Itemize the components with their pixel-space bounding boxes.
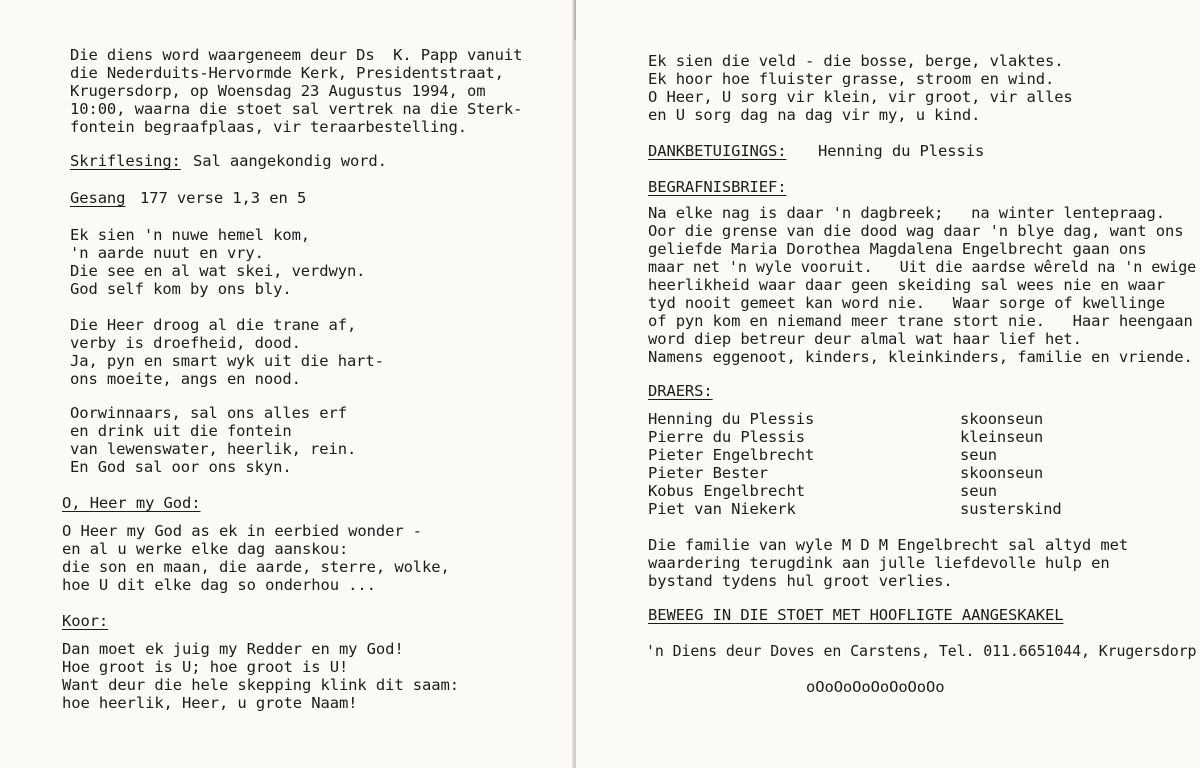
begrafnisbrief-line: word diep betreur deur almal wat haar lief het. — [648, 330, 1082, 348]
draer-relation: seun — [960, 446, 997, 464]
draer-name: Piet van Niekerk — [648, 500, 796, 518]
verse-line: O Heer, U sorg vir klein, vir groot, vir alles — [648, 88, 1073, 106]
verse-line: en U sorg dag na dag vir my, u kind. — [648, 106, 981, 124]
draer-relation: skoonseun — [960, 464, 1044, 482]
begrafnisbrief-label: BEGRAFNISBRIEF: — [648, 178, 787, 196]
begrafnisbrief-line: Namens eggenoot, kinders, kleinkinders, familie en vriende. — [648, 348, 1193, 366]
ornament-line: oOoOoOoOoOoOoOo — [806, 678, 945, 696]
verse-line: Ek sien 'n nuwe hemel kom, — [70, 226, 311, 244]
verse-line: God self kom by ons bly. — [70, 280, 292, 298]
verse-line: Oorwinnaars, sal ons alles erf — [70, 404, 347, 422]
familie-line: waardering terugdink aan julle liefdevolle hulp en — [648, 554, 1110, 572]
verse-line: Ek hoor hoe fluister grasse, stroom en wind. — [648, 70, 1055, 88]
intro-line: die Nederduits-Hervormde Kerk, Presidentstraat, — [70, 64, 504, 82]
verse-line: ons moeite, angs en nood. — [70, 370, 301, 388]
verse-line: 'n aarde nuut en vry. — [70, 244, 264, 262]
koor-line: Want deur die hele skepping klink dit saam: — [62, 676, 459, 694]
right-page — [576, 0, 1200, 768]
draer-relation: skoonseun — [960, 410, 1044, 428]
draer-relation: seun — [960, 482, 997, 500]
begrafnisbrief-line: tyd nooit gemeet kan word nie. Waar sorge of kwellinge — [648, 294, 1165, 312]
begrafnisbrief-line: geliefde Maria Dorothea Magdalena Engelbrecht gaan ons — [648, 240, 1147, 258]
verse-line: van lewenswater, heerlik, rein. — [70, 440, 357, 458]
koor-label: Koor: — [62, 612, 109, 630]
draer-name: Pierre du Plessis — [648, 428, 805, 446]
dankbetuigings-label: DANKBETUIGINGS: — [648, 142, 787, 160]
heer-line: hoe U dit elke dag so onderhou ... — [62, 576, 376, 594]
verse-line: Ja, pyn en smart wyk uit die hart- — [70, 352, 384, 370]
heer-line: die son en maan, die aarde, sterre, wolke, — [62, 558, 450, 576]
gesang-label: Gesang — [70, 189, 126, 207]
draers-label: DRAERS: — [648, 382, 713, 400]
koor-line: Hoe groot is U; hoe groot is U! — [62, 658, 349, 676]
left-page — [0, 0, 576, 768]
draer-name: Pieter Engelbrecht — [648, 446, 815, 464]
verse-line: verby is droefheid, dood. — [70, 334, 301, 352]
familie-line: bystand tydens hul groot verlies. — [648, 572, 953, 590]
heer-label: O, Heer my God: — [62, 494, 201, 512]
draer-name: Pieter Bester — [648, 464, 769, 482]
begrafnisbrief-line: Na elke nag is daar 'n dagbreek; na winter lentepraag. — [648, 204, 1165, 222]
gesang-text: 177 verse 1,3 en 5 — [140, 189, 307, 207]
koor-line: hoe heerlik, Heer, u grote Naam! — [62, 694, 358, 712]
heer-line: O Heer my God as ek in eerbied wonder - — [62, 522, 423, 540]
begrafnisbrief-line: Oor die grense van die dood wag daar 'n blye dag, want ons — [648, 222, 1184, 240]
skriflesing-text: Sal aangekondig word. — [193, 152, 387, 170]
familie-line: Die familie van wyle M D M Engelbrecht sal altyd met — [648, 536, 1129, 554]
intro-line: 10:00, waarna die stoet sal vertrek na die Sterk- — [70, 100, 523, 118]
draer-name: Kobus Engelbrecht — [648, 482, 805, 500]
draer-name: Henning du Plessis — [648, 410, 815, 428]
dankbetuigings-name: Henning du Plessis — [818, 142, 985, 160]
verse-line: En God sal oor ons skyn. — [70, 458, 292, 476]
intro-line: Krugersdorp, op Woensdag 23 Augustus 1994, om — [70, 82, 486, 100]
intro-line: Die diens word waargeneem deur Ds K. Papp vanuit — [70, 46, 523, 64]
skriflesing-label: Skriflesing: — [70, 152, 181, 170]
intro-line: fontein begraafplaas, vir teraarbestelling. — [70, 118, 467, 136]
verse-line: Ek sien die veld - die bosse, berge, vlaktes. — [648, 52, 1064, 70]
verse-line: en drink uit die fontein — [70, 422, 292, 440]
funeral-director-line: 'n Diens deur Doves en Carstens, Tel. 011.6651044, Krugersdorp — [646, 642, 1197, 660]
draer-relation: kleinseun — [960, 428, 1044, 446]
begrafnisbrief-line: maar net 'n wyle vooruit. Uit die aardse wêreld na 'n ewige — [648, 258, 1197, 276]
draer-relation: susterskind — [960, 500, 1062, 518]
verse-line: Die Heer droog al die trane af, — [70, 316, 357, 334]
begrafnisbrief-line: heerlikheid waar daar geen skeiding sal wees nie en waar — [648, 276, 1165, 294]
verse-line: Die see en al wat skei, verdwyn. — [70, 262, 366, 280]
begrafnisbrief-line: of pyn kom en niemand meer trane stort nie. Haar heengaan — [648, 312, 1193, 330]
heer-line: en al u werke elke dag aanskou: — [62, 540, 349, 558]
beweeg-notice: BEWEEG IN DIE STOET MET HOOFLIGTE AANGESKAKEL — [648, 606, 1064, 624]
koor-line: Dan moet ek juig my Redder en my God! — [62, 640, 404, 658]
